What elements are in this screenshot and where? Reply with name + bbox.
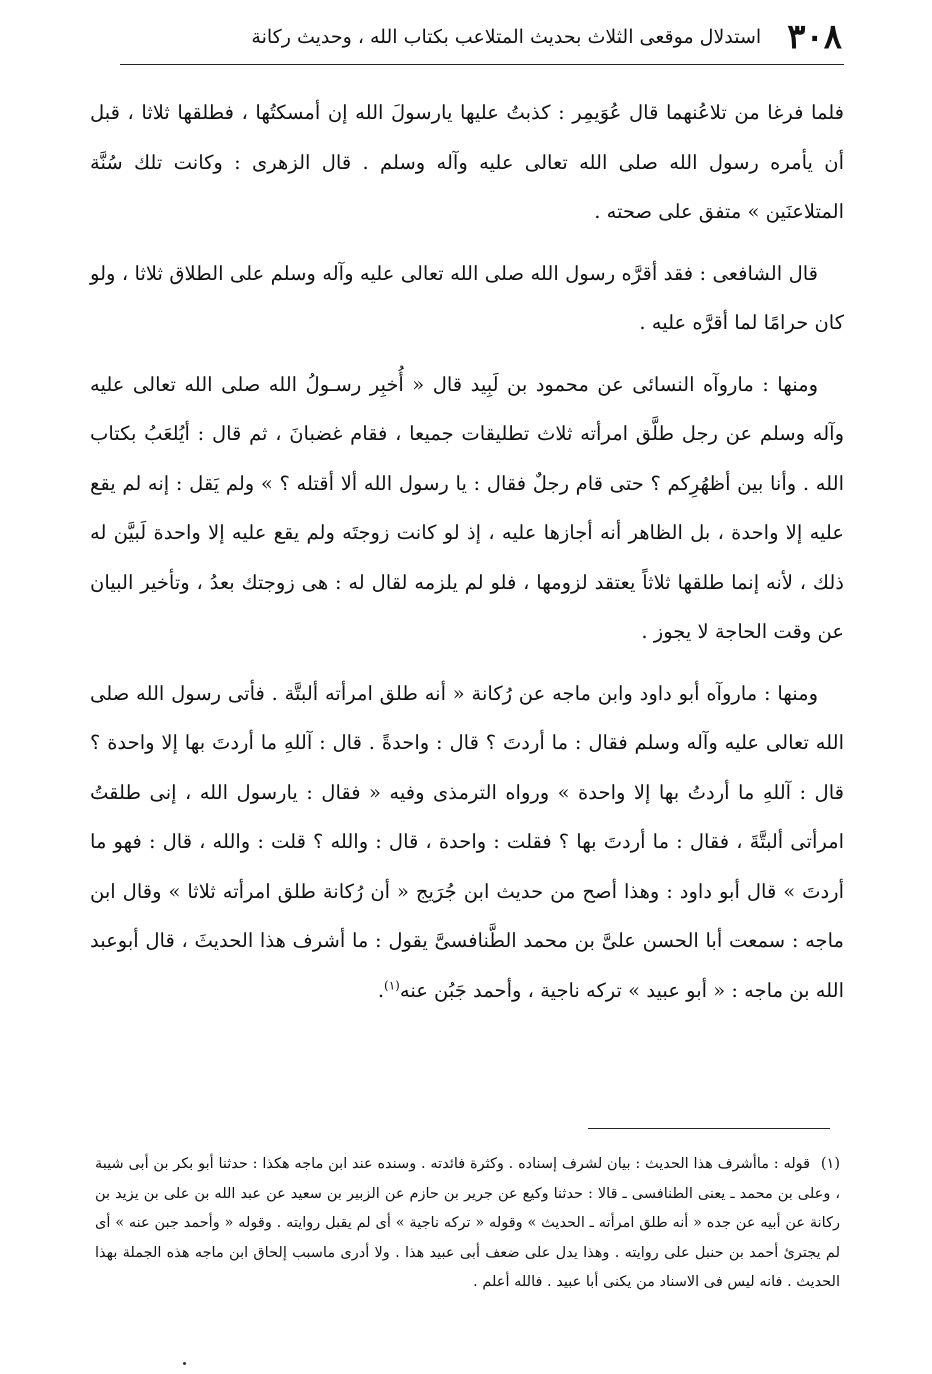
header-rule [120,64,844,65]
paragraph-2: قال الشافعى : فقد أقرَّه رسول الله صلى الله تعالى عليه وآله وسلم على الطلاق ثلاثا ، ولو كان حرامًا لما أقرَّه عليه . [90,261,844,334]
paragraph-4: ومنها : ماروآه أبو داود وابن ماجه عن رُكانة « أنه طلق امرأته ألبتَّة . فأتى رسول الله صلى الله تعالى عليه وآله وسلم فقال : ما أردتَ ؟ قال : واحدةً . قال : آللهِ ما أردتَ بها إلا واحدة ؟ قال : آللهِ ما أردتُ بها إلا واحدة » ورواه الترمذى وفيه « فقال : يارسول الله ، إنى طلقتُ امرأتى ألبتَّةَ ، فقال : ما أردتَ بها ؟ فقلت : واحدة ، قال : والله ؟ قلت : والله ، قال : فهو ما أردتَ » قال أبو داود : وهذا أصح من حديث ابن جُرَيج « أن رُكانة طلق امرأته ثلاثا » وقال ابن ماجه : سمعت أبا الحسن علىَّ بن محمد الطَّنافسىَّ يقول : ما أشرف هذا الحديثَ ، قال أبوعبد الله بن ماجه : « أبو عبيد » تركه ناجية ، وأحمد جَبُن عنه$^{(١)}$. [90,681,844,1002]
paragraph-4-text: ومنها : ماروآه أبو داود وابن ماجه عن رُكانة « أنه طلق امرأته ألبتَّة . فأتى رسول الله صلى الله تعالى عليه وآله وسلم فقال : ما أردتَ ؟ قال : واحدةً . قال : آللهِ ما أردتَ بها إلا واحدة ؟ قال : آللهِ ما أردتُ بها إلا واحدة » ورواه الترمذى وفيه « فقال : يارسول الله ، إنى طلقتُ امرأتى ألبتَّةَ ، فقال : ما أردتَ بها ؟ فقلت : واحدة ، قال : والله ؟ قلت : والله ، قال : فهو ما أردتَ » قال أبو داود : وهذا أصح من حديث ابن جُرَيج « أن رُكانة طلق امرأته ثلاثا » وقال ابن ماجه : سمعت أبا الحسن علىَّ بن محمد الطَّنافسىَّ يقول : ما أشرف هذا الحديثَ ، قال أبوعبد الله بن ماجه : « أبو عبيد » تركه ناجية ، وأحمد جَبُن عنه [90,681,844,1002]
footnote-rule [588,1128,830,1129]
footnote-text: قوله : ماأشرف هذا الحديث : بيان لشرف إسناده . وكثرة فائدته . وسنده عند ابن ماجه هكذا : حدثنا أبو بكر بن أبى شيبة ، وعلى بن محمد ـ يعنى الطنافسى ـ قالا : حدثنا وكيع عن جرير بن حازم عن الزبير بن سعيد عن عبد الله بن على بن يزيد بن ركانة عن أبيه عن جده « أنه طلق امرأته ـ الحديث » وقوله « تركه ناجية » أى لم يقبل روايته . وقوله « وأحمد جبن عنه » أى لم يجترئ أحمد بن حنبل على روايته . وهذا يدل على ضعف أبى عبيد هذا . ولا أدرى ماسبب إلحاق ابن ماجه هذه الجملة بهذا الحديث . فانه ليس فى الاسناد من يكنى أبا عبيد . فالله أعلم . [95,1156,840,1290]
running-title: استدلال موقعى الثلاث بحديث المتلاعب بكتاب الله ، وحديث ركانة [251,25,762,48]
footnote [95,1150,840,1298]
footnote-number: (١) [820,1156,840,1172]
print-speck [183,1362,186,1365]
paragraph-1: فلما فرغا من تلاعُنهما قال عُوَيمِر : كذبتُ عليها يارسولَ الله إن أمسكتُها ، فطلقها ثلاثا ، قبل أن يأمره رسول الله صلى الله تعالى عليه وآله وسلم . قال الزهرى : وكانت تلك سُنَّة المتلاعنَين » متفق على صحته . [90,101,844,223]
main-text [90,88,844,1027]
page-header [118,14,842,60]
paragraph-3: ومنها : ماروآه النسائى عن محمود بن لَبِيد قال « أُخبِر رسـولُ الله صلى الله تعالى عليه وآله وسلم عن رجل طلَّق امرأته ثلاث تطليقات جميعا ، فقام غضبانَ ، ثم قال : أيُلعَبُ بكتاب الله . وأنا بين أظهُرِكم ؟ حتى قام رجلٌ فقال : يا رسول الله ألا أقتله ؟ » ولم يَقل : إنه لم يقع عليه إلا واحدة ، بل الظاهر أنه أجازها عليه ، إذ لو كانت زوجتَه ولم يقع عليه إلا واحدة لَبيَّن له ذلك ، لأنه إنما طلقها ثلاثاً يعتقد لزومها ، فلو لم يلزمه لقال له : هى زوجتك بعدُ ، وتأخير البيان عن وقت الحاجة لا يجوز . [90,372,844,643]
footnote-reference[interactable]: (١) [384,978,400,992]
page-number: ٣٠٨ [787,17,842,57]
